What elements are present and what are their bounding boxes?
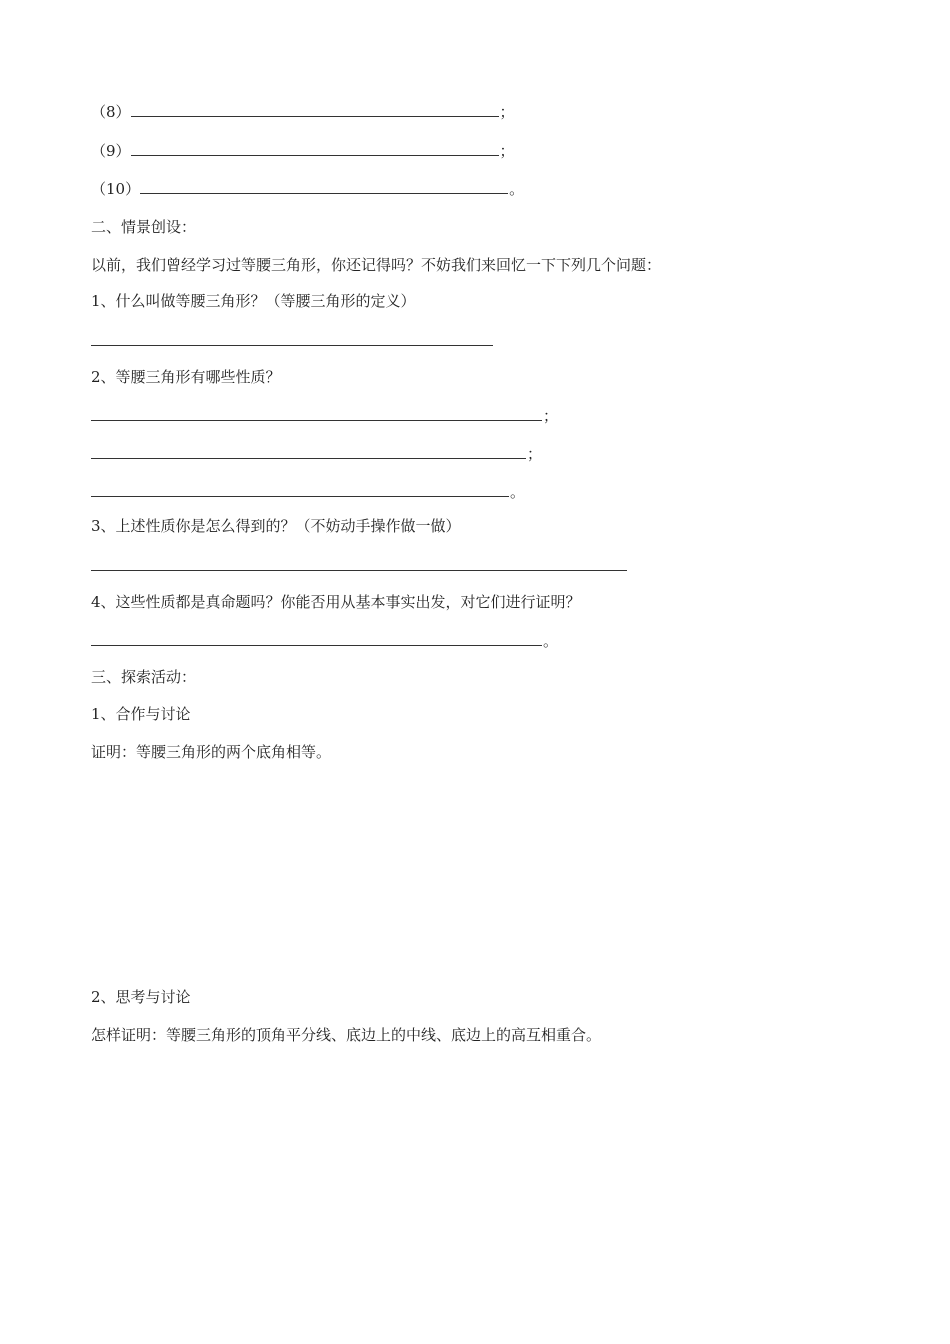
answer-line-q1 <box>91 331 493 351</box>
scenario-intro: 以前，我们曾经学习过等腰三角形，你还记得吗？不妨我们来回忆一下下列几个问题： <box>91 256 662 274</box>
subheading-think: 2、思考与讨论 <box>91 988 191 1006</box>
proof-task-2: 怎样证明：等腰三角形的顶角平分线、底边上的中线、底边上的高互相重合。 <box>91 1026 602 1044</box>
answer-blank[interactable] <box>131 102 499 117</box>
answer-line-q4 <box>91 631 558 651</box>
item-label: （9） <box>91 142 131 160</box>
proof-task-1: 证明：等腰三角形的两个底角相等。 <box>91 743 332 761</box>
subheading-cooperate: 1、合作与讨论 <box>91 705 191 723</box>
line-end-punct: ； <box>543 407 559 425</box>
item-label: （8） <box>91 103 131 121</box>
question-3: 3、上述性质你是怎么得到的？（不妨动手操作做一做） <box>91 517 461 535</box>
line-end-punct: 。 <box>543 632 559 650</box>
item-label: （10） <box>91 180 141 198</box>
question-1: 1、什么叫做等腰三角形？（等腰三角形的定义） <box>91 292 416 310</box>
answer-line-q3 <box>91 556 627 576</box>
section-heading-scenario: 二、情景创设： <box>91 218 197 236</box>
answer-blank[interactable] <box>140 179 508 194</box>
section-heading-explore: 三、探索活动： <box>91 668 197 686</box>
line-end-punct: 。 <box>510 483 526 501</box>
answer-line-q2-3 <box>91 482 525 502</box>
line-end-punct: ； <box>527 445 543 463</box>
item-end-punct: ； <box>499 142 515 160</box>
answer-blank[interactable] <box>91 406 542 421</box>
answer-blank[interactable] <box>91 331 493 346</box>
answer-line-q2-2 <box>91 444 542 464</box>
item-end-punct: 。 <box>509 180 525 198</box>
answer-blank[interactable] <box>91 444 526 459</box>
answer-blank[interactable] <box>91 631 542 646</box>
answer-blank[interactable] <box>91 482 509 497</box>
fill-item-10 <box>91 179 524 199</box>
question-2: 2、等腰三角形有哪些性质？ <box>91 368 281 386</box>
question-4: 4、这些性质都是真命题吗？你能否用从基本事实出发，对它们进行证明？ <box>91 593 581 611</box>
answer-blank[interactable] <box>91 556 627 571</box>
answer-blank[interactable] <box>131 141 499 156</box>
fill-item-8 <box>91 102 515 122</box>
item-end-punct: ； <box>499 103 515 121</box>
answer-line-q2-1 <box>91 406 558 426</box>
fill-item-9 <box>91 141 515 161</box>
